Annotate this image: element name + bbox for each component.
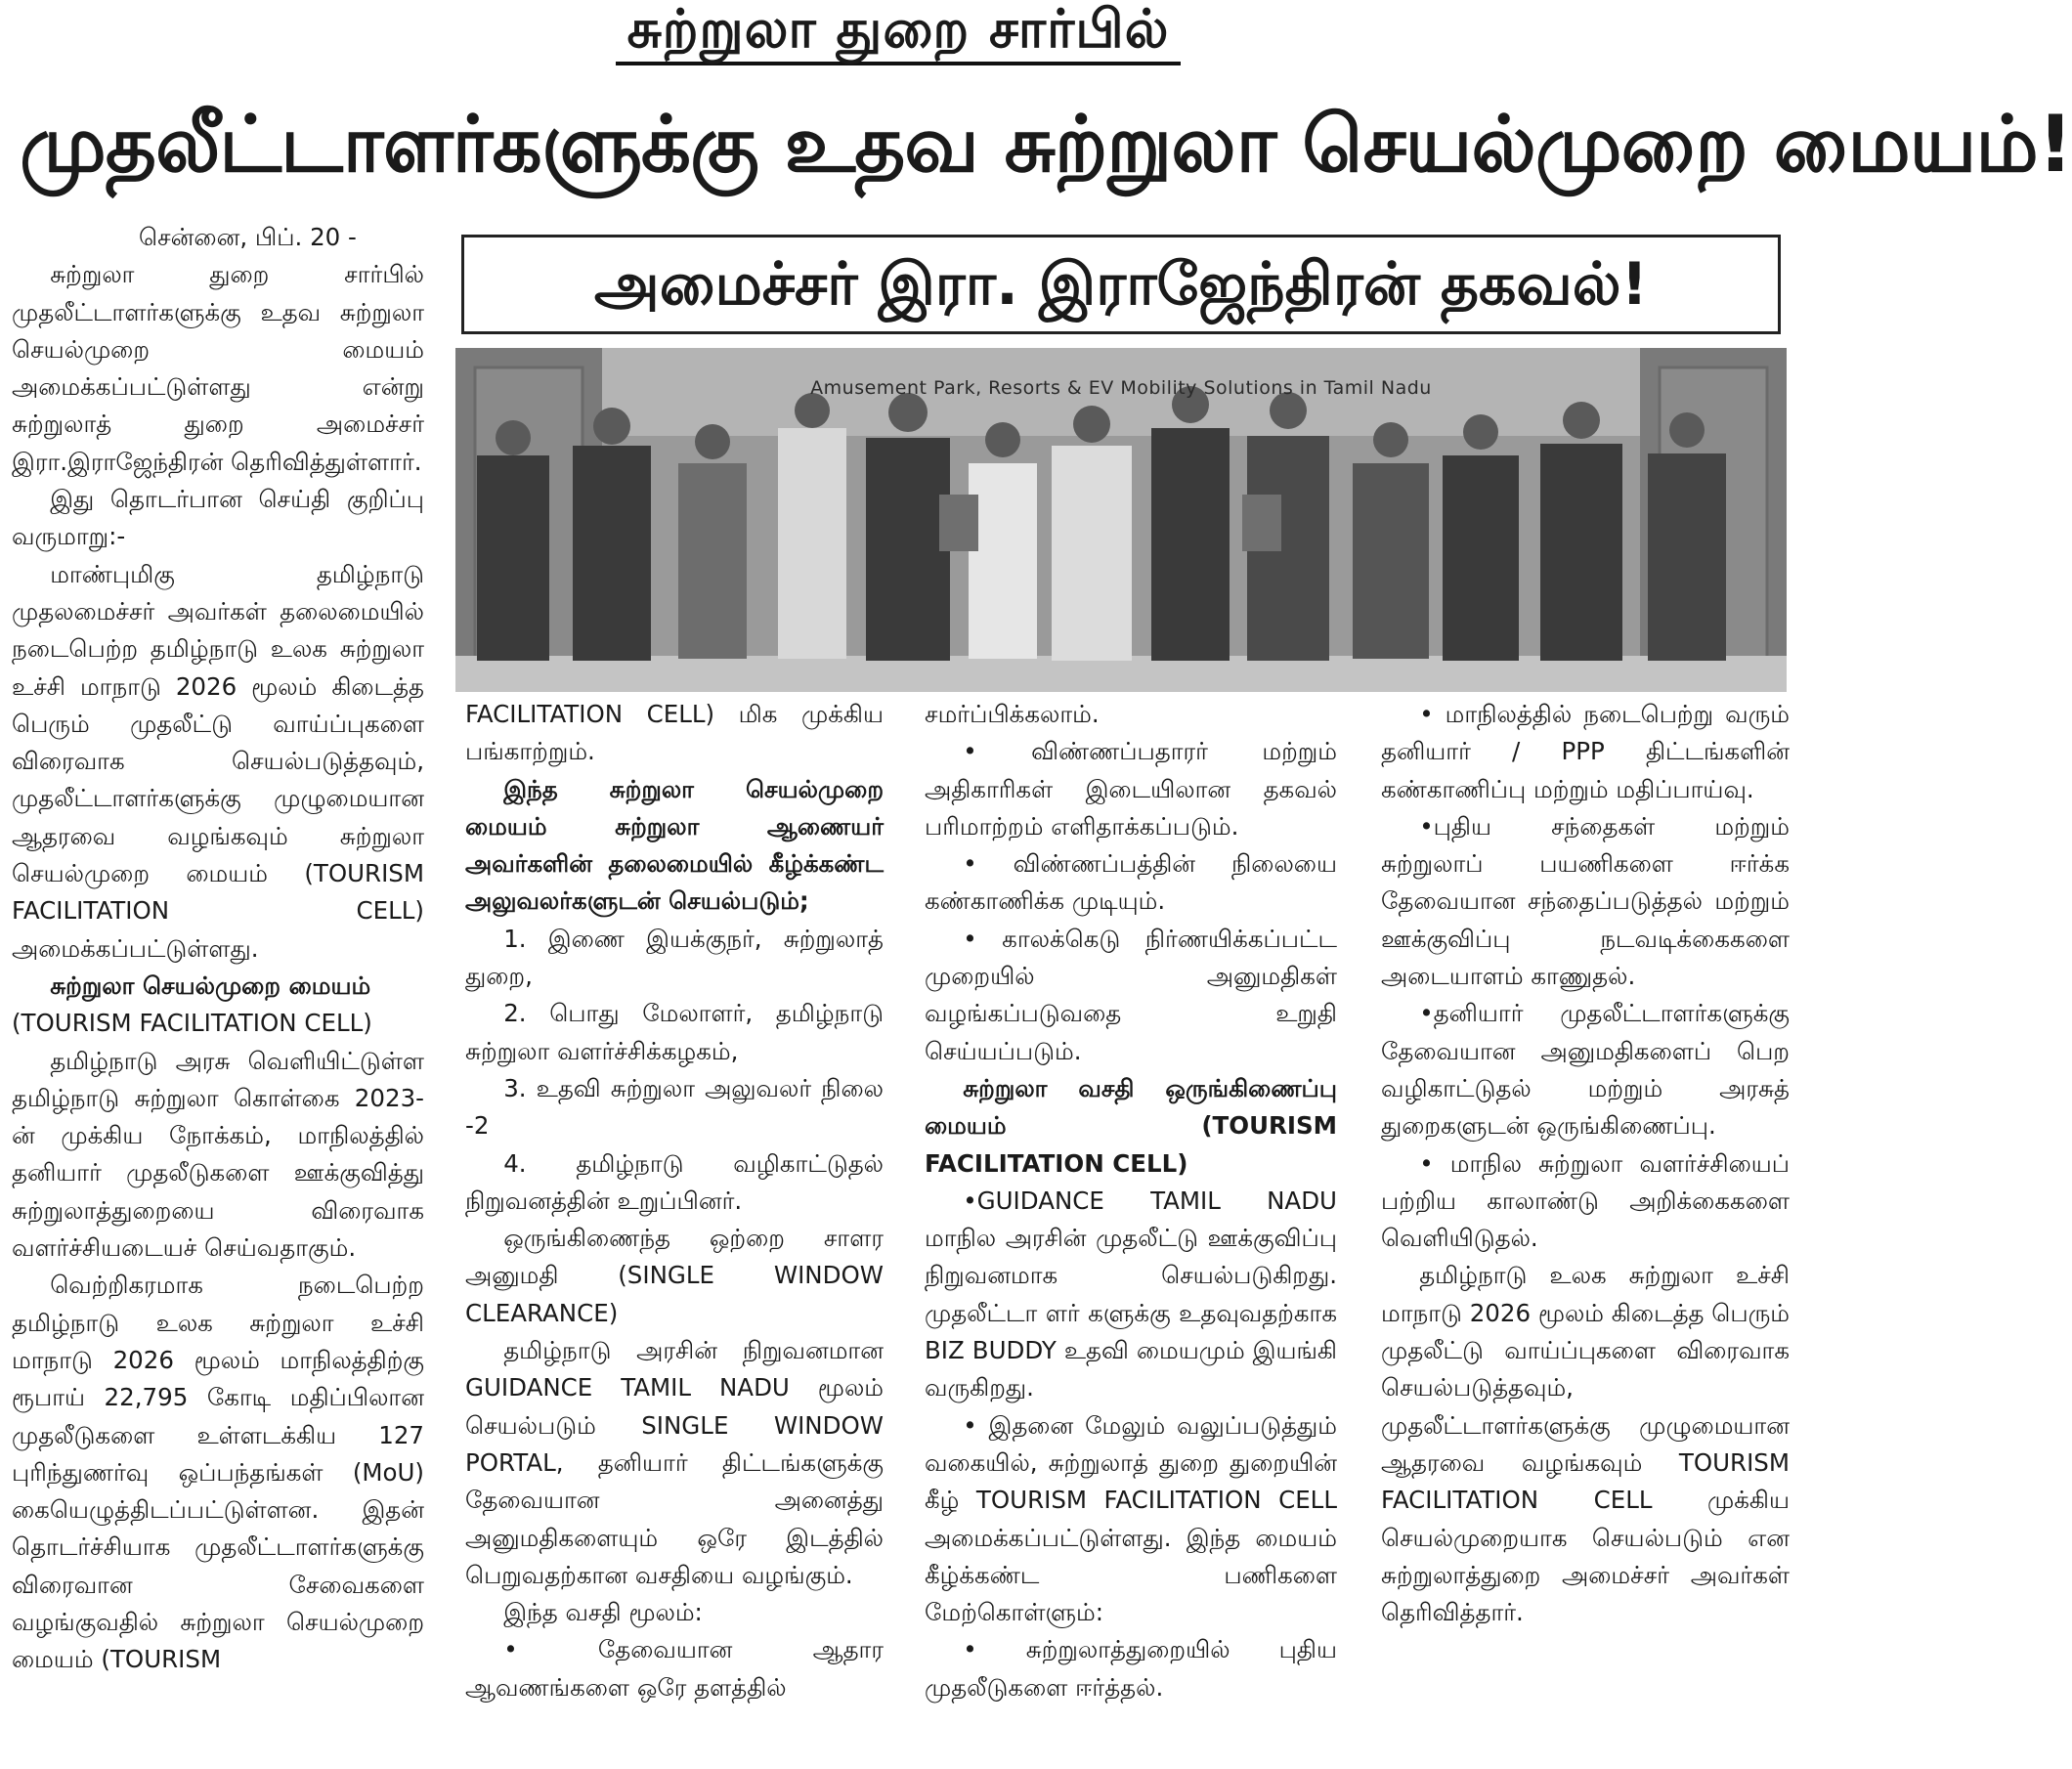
paragraph: தமிழ்நாடு உலக சுற்றுலா உச்சி மாநாடு 2026 மூலம் கிடைத்த பெரும் முதலீட்டு வாய்ப்புகளை விரைவாக செயல்படுத்தவும், முதலீட்டாளர்களுக்கு முழுமையான ஆதரவை வழங்கவும் TOURISM FACILITATION CELL முக்கிய செயல்முறையாக செயல்படும் என சுற்றுலாத்துறை அமைச்சர் அவர்கள் தெரிவித்தார். (1381, 1261, 1790, 1627)
section-subheading: ஒருங்கிணைந்த ஒற்றை சாளர அனுமதி (SINGLE WINDOW CLEARANCE) (465, 1224, 884, 1327)
news-photo (455, 348, 1787, 692)
photo-banner-text: Amusement Park, Resorts & EV Mobility Solutions in Tamil Nadu (810, 377, 1432, 399)
section-heading: இந்த சுற்றுலா செயல்முறை மையம் சுற்றுலா ஆணையர் அவர்களின் தலைமையில் கீழ்க்கண்ட அலுவலர்களுடன் செயல்படும்; (465, 774, 884, 916)
section-heading: சுற்றுலா செயல்முறை மையம் (50, 971, 371, 1000)
kicker-text: சுற்றுலா துறை சார்பில் (616, 2, 1182, 65)
paragraph: இந்த வசதி மூலம்: (503, 1598, 703, 1627)
dateline: சென்னை, பிப். 20 - (139, 223, 357, 251)
section-heading: சுற்றுலா வசதி ஒருங்கிணைப்பு மையம் (TOURISM FACILITATION CELL) (925, 1073, 1337, 1178)
paragraph: சமர்ப்பிக்கலாம். (925, 700, 1100, 728)
paragraph: தமிழ்நாடு அரசின் நிறுவனமான GUIDANCE TAMIL NADU மூலம் செயல்படும் SINGLE WINDOW PORTAL, தனியார் திட்டங்களுக்கு தேவையான அனைத்து அனுமதிகளையும் ஒரே இடத்தில் பெறுவதற்கான வசதியை வழங்கும். (465, 1336, 884, 1589)
paragraph: தமிழ்நாடு அரசு வெளியிட்டுள்ள தமிழ்நாடு சுற்றுலா கொள்கை 2023-ன் முக்கிய நோக்கம், மாநிலத்தில் தனியார் முதலீடுகளை ஊக்குவித்து சுற்றுலாத்துறையை விரைவாக வளர்ச்சியடையச் செய்வதாகும். (12, 1046, 424, 1263)
paragraph: FACILITATION CELL) மிக முக்கிய பங்காற்றும். (465, 700, 884, 766)
event-photo-illustration (455, 348, 1787, 692)
bullet-item: • விண்ணப்பதாரர் மற்றும் அதிகாரிகள் இடையிலான தகவல் பரிமாற்றம் எளிதாக்கப்படும். (925, 737, 1337, 841)
paragraph: இது தொடர்பான செய்தி குறிப்பு வருமாறு:- (12, 485, 424, 551)
list-item: 3. உதவி சுற்றுலா அலுவலர் நிலை -2 (465, 1073, 884, 1141)
article-column-3 (925, 696, 1337, 1706)
bullet-item: • இதனை மேலும் வலுப்படுத்தும் வகையில், சுற்றுலாத் துறை துறையின் கீழ் TOURISM FACILITATION CELL அமைக்கப்பட்டுள்ளது. இந்த மையம் கீழ்க்கண்ட பணிகளை மேற்கொள்ளும்: (925, 1410, 1337, 1627)
bullet-item: • தேவையான ஆதார ஆவணங்களை ஒரே தளத்தில் (465, 1635, 884, 1702)
bullet-item: •புதிய சந்தைகள் மற்றும் சுற்றுலாப் பயணிகளை ஈர்க்க தேவையான சந்தைப்படுத்தல் மற்றும் ஊக்குவிப்பு நடவடிக்கைகளை அடையாளம் காணுதல். (1381, 811, 1790, 991)
paragraph: சுற்றுலா துறை சார்பில் முதலீட்டாளர்களுக்கு உதவ சுற்றுலா செயல்முறை மையம் அமைக்கப்பட்டுள்ளது என்று சுற்றுலாத் துறை அமைச்சர் இரா.இராஜேந்திரன் தெரிவித்துள்ளார். (12, 260, 424, 476)
main-headline: முதலீட்டாளர்களுக்கு உதவ சுற்றுலா செயல்முறை மையம்! (20, 99, 2072, 190)
bullet-item: • மாநில சுற்றுலா வளர்ச்சியைப் பற்றிய காலாண்டு அறிக்கைகளை வெளியிடுதல். (1381, 1148, 1790, 1253)
article-column-2 (465, 696, 884, 1706)
bullet-item: • சுற்றுலாத்துறையில் புதிய முதலீடுகளை ஈர்த்தல். (925, 1635, 1337, 1702)
bullet-item: •GUIDANCE TAMIL NADU மாநில அரசின் முதலீட்டு ஊக்குவிப்பு நிறுவனமாக செயல்படுகிறது. முதலீட்டா ளர் களுக்கு உதவுவதற்காக BIZ BUDDY உதவி மையமும் இயங்கி வருகிறது. (925, 1186, 1337, 1402)
bullet-item: • காலக்கெடு நிர்ணயிக்கப்பட்ட முறையில் அனுமதிகள் வழங்கப்படுவதை உறுதி செய்யப்படும். (925, 924, 1337, 1065)
list-item: 4. தமிழ்நாடு வழிகாட்டுதல் நிறுவனத்தின் உறுப்பினர். (465, 1148, 884, 1215)
list-item: 1. இணை இயக்குநர், சுற்றுலாத் துறை, (465, 924, 884, 991)
paragraph: வெற்றிகரமாக நடைபெற்ற தமிழ்நாடு உலக சுற்றுலா உச்சி மாநாடு 2026 மூலம் மாநிலத்திற்கு ரூபாய் 22,795 கோடி மதிப்பிலான முதலீடுகளை உள்ளடக்கிய 127 புரிந்துணர்வு ஒப்பந்தங்கள் (MoU) கையெழுத்திடப்பட்டுள்ளன. இதன் தொடர்ச்சியாக முதலீட்டாளர்களுக்கு விரைவான சேவைகளை வழங்குவதில் சுற்றுலா செயல்முறை மையம் (TOURISM (12, 1271, 424, 1674)
section-subheading: (TOURISM FACILITATION CELL) (12, 1009, 372, 1038)
paragraph: மாண்புமிகு தமிழ்நாடு முதலமைச்சர் அவர்கள் தலைமையில் நடைபெற்ற தமிழ்நாடு உலக சுற்றுலா உச்சி மாநாடு 2026 மூலம் கிடைத்த பெரும் முதலீட்டு வாய்ப்புகளை விரைவாக செயல்படுத்தவும், முதலீட்டாளர்களுக்கு முழுமையான ஆதரவை வழங்கவும் சுற்றுலா செயல்முறை மையம் (TOURISM FACILITATION CELL) அமைக்கப்பட்டுள்ளது. (12, 559, 424, 963)
article-column-4 (1381, 696, 1790, 1631)
list-item: 2. பொது மேலாளர், தமிழ்நாடு சுற்றுலா வளர்ச்சிக்கழகம், (465, 999, 884, 1065)
bullet-item: • விண்ணப்பத்தின் நிலையை கண்காணிக்க முடியும். (925, 849, 1337, 916)
subheadline-box: அமைச்சர் இரா. இராஜேந்திரன் தகவல்! (461, 235, 1781, 334)
article-column-1 (12, 219, 424, 1679)
bullet-item: •தனியார் முதலீட்டாளர்களுக்கு தேவையான அனுமதிகளைப் பெற வழிகாட்டுதல் மற்றும் அரசுத் துறைகளுடன் ஒருங்கிணைப்பு. (1381, 999, 1790, 1141)
kicker-heading (0, 2, 1796, 65)
bullet-item: • மாநிலத்தில் நடைபெற்று வரும் தனியார் / PPP திட்டங்களின் கண்காணிப்பு மற்றும் மதிப்பாய்வு. (1381, 700, 1790, 803)
